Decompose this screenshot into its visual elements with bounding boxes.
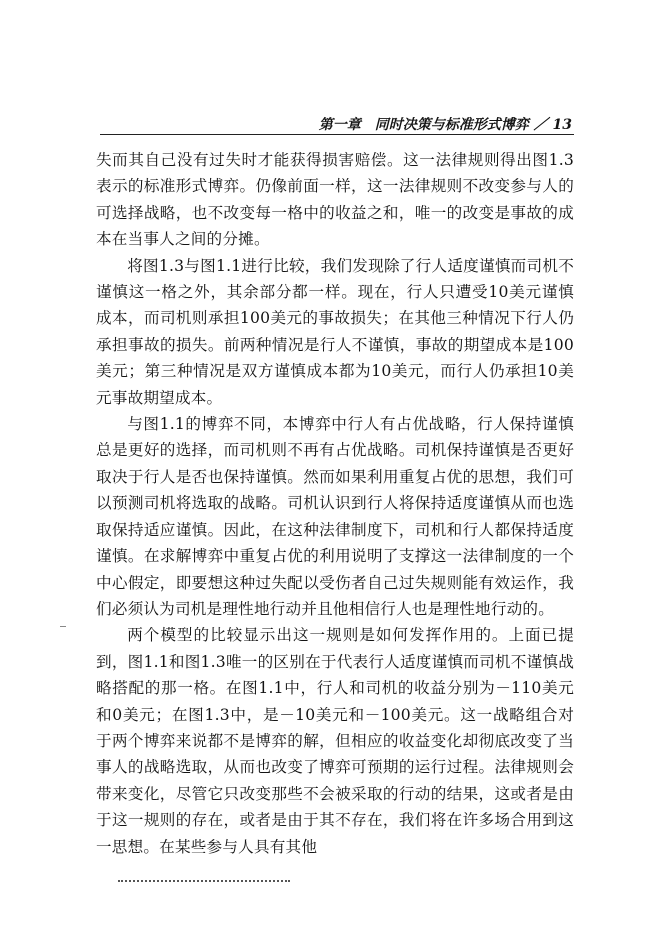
scan-artifact-line — [118, 880, 290, 882]
running-header: 第一章 同时决策与标准形式博弈 ／ 13 — [318, 117, 572, 133]
header-rule — [100, 134, 574, 135]
paragraph-3: 与图1.1的博弈不同，本博弈中行人有占优战略，行人保持谨慎总是更好的选择，而司机则不再有占优战略。司机保持谨慎是否更好取决于行人是否也保持谨慎。然而如果利用重复占优的思想，我们可以预测司机将选取的战略。司机认识到行人将保持适度谨慎从而也选取保持适应谨慎。因此，在这种法律制度下，司机和行人都保持适度谨慎。在求解博弈中重复占优的利用说明了支撑这一法律制度的一个中心假定，即要想这种过失配以受伤者自己过失规则能有效运作，我们必须认为司机是理性地行动并且他相信行人也是理性地行动的。 — [96, 415, 574, 618]
body-text — [96, 147, 574, 860]
margin-mark — [60, 626, 66, 627]
paragraph-4: 两个模型的比较显示出这一规则是如何发挥作用的。上面已提到，图1.1和图1.3唯一的区别在于代表行人适度谨慎而司机不谨慎战略搭配的那一格。在图1.1中，行人和司机的收益分别为－110美元和0美元；在图1.3中，是－10美元和－100美元。这一战略组合对于两个博弈来说都不是博弈的解，但相应的收益变化却彻底改变了当事人的战略选取，从而也改变了博弈可预期的运行过程。法律规则会带来变化，尽管它只改变那些不会被采取的行动的结果，这或者是由于这一规则的存在，或者是由于其不存在，我们将在许多场合用到这一思想。在某些参与人具有其他 — [96, 626, 574, 856]
paragraph-2: 将图1.3与图1.1进行比较，我们发现除了行人适度谨慎而司机不谨慎这一格之外，其余部分都一样。现在，行人只遭受10美元谨慎成本，而司机则承担100美元的事故损失；在其他三种情况下行人仍承担事故的损失。前两种情况是行人不谨慎，事故的期望成本是100美元；第三种情况是双方谨慎成本都为10美元，而行人仍承担10美元事故期望成本。 — [96, 256, 574, 407]
paragraph-1: 失而其自己没有过失时才能获得损害赔偿。这一法律规则得出图1.3表示的标准形式博弈。仍像前面一样，这一法律规则不改变参与人的可选择战略，也不改变每一格中的收益之和，唯一的改变是事故的成本在当事人之间的分摊。 — [96, 151, 574, 249]
